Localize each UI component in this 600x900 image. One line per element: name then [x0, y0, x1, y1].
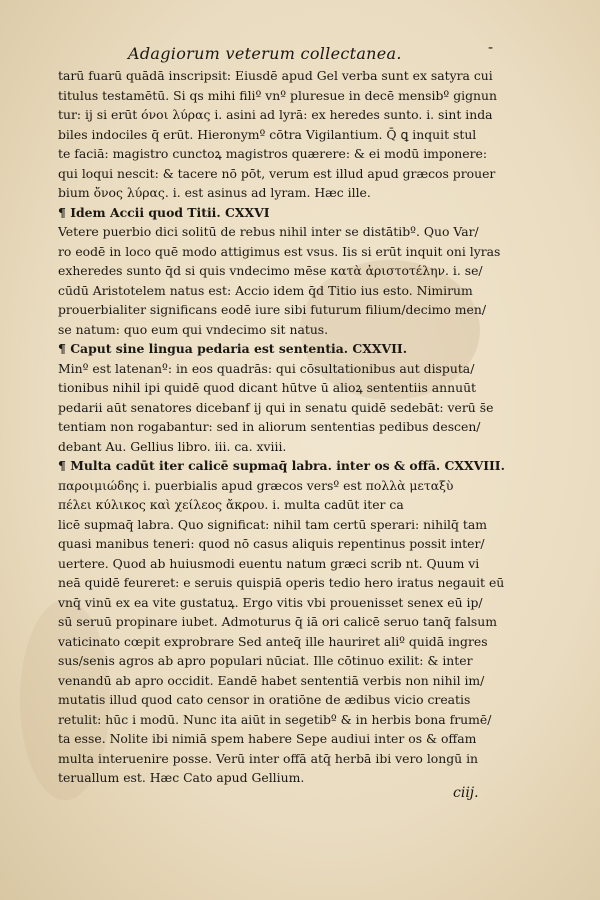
- text-line: se natum: quo eum qui vndecimo sit natus.: [58, 321, 329, 337]
- text-line: retulit: hūc i modū. Nunc ita aiūt in segetibº & in herbis bona frumē/: [58, 711, 492, 727]
- text-line: multa interuenire posse. Verū inter offā atq̄ herbā ibi vero longū in: [58, 750, 479, 766]
- text-line: ta esse. Nolite ibi nimiā spem habere Sepe audiui inter os & offam: [58, 731, 477, 746]
- text-line: uertere. Quod ab huiusmodi euentu natum græci scrib nt. Quum vi: [58, 555, 480, 571]
- text-line: te faciā: magistro cunctoꝝ magistros quærere: & ei modū imponere:: [58, 146, 488, 161]
- section-heading: ¶ Multa cadūt iter calicē supmaq̄ labra. inter os & offā. CXXVIII.: [58, 458, 505, 473]
- text-line: πέλει κύλικος καὶ χείλεος ἄκρου. i. multa cadūt iter ca: [58, 497, 404, 512]
- text-line: tentiam non rogabantur: sed in aliorum sententias pedibus descen/: [58, 419, 481, 434]
- text-line: venandū ab apro occidit. Eandē habet sententiā verbis non nihil im/: [58, 672, 485, 688]
- section-heading: ¶ Caput sine lingua pedaria est sententia. CXXVII.: [58, 341, 408, 356]
- section-heading: ¶ Idem Accii quod Titii. CXXVI: [58, 204, 270, 220]
- text-block: [58, 66, 520, 788]
- text-line: tionibus nihil ipi quidē quod dicant hūtve ū alioꝝ sententiis annuūt: [58, 380, 477, 395]
- text-line: vnq̄ vinū ex ea vite gustatuꝝ. Ergo vitis vbi prouenisset senex eū ip/: [58, 594, 483, 610]
- text-line: ro eodē in loco quē modo attigimus est vsus. Iis si erūt inquit oni lyras: [58, 243, 501, 259]
- header-mark: -: [488, 38, 494, 56]
- text-line: tur: ij si erūt όνοι λύρας i. asini ad lyrā: ex heredes sunto. i. sint inda: [58, 107, 493, 122]
- text-line: sū seruū propinare iubet. Admoturus q̄ iā ori calicē seruo tanq̄ falsum: [58, 614, 498, 629]
- text-line: neā quidē feureret: e seruis quispiā operis tedio hero iratus negauit eū: [58, 575, 505, 590]
- running-title: Adagiorum veterum collectanea.: [128, 44, 402, 63]
- text-line: debant Au. Gellius libro. iii. ca. xviii.: [58, 438, 287, 454]
- text-line: prouerbialiter significans eodē iure sibi futurum filium/decimo men/: [58, 302, 487, 317]
- text-line: vaticinato cœpit exprobrare Sed anteq̄ ille hauriret aliº quidā ingres: [58, 633, 488, 649]
- text-line: titulus testamētū. Si qs mihi filiº vnº pluresue in decē mensibº gignun: [58, 87, 497, 103]
- text-line: bium ὄνος λύρας. i. est asinus ad lyram. Hæc ille.: [58, 185, 371, 200]
- text-line: licē supmaq̄ labra. Quo significat: nihil tam certū sperari: nihilq̄ tam: [58, 516, 488, 532]
- text-line: Minº est latenanº: in eos quadrās: qui cōsultationibus aut disputa/: [58, 360, 475, 376]
- text-line: Vetere puerbio dici solitū de rebus nihil inter se distātibº. Quo Var/: [58, 224, 479, 239]
- text-line: παροιμιώδης i. puerbialis apud græcos versº est πολλὰ μεταξὺ: [58, 477, 454, 493]
- signature-mark: ciij.: [453, 785, 479, 801]
- text-line: tarū fuarū quādā inscripsit: Eiusdē apud Gel verba sunt ex satyra cui: [58, 68, 493, 83]
- text-line: quasi manibus teneri: quod nō casus aliquis repentinus possit inter/: [58, 536, 485, 551]
- text-line: pedarii aūt senatores dicebanf ij qui in senatu quidē sedebāt: verū s̄e: [58, 399, 494, 415]
- text-line: mutatis illud quod cato censor in oratiōne de ædibus vicio creatis: [58, 692, 471, 707]
- text-line: exheredes sunto q̄d si quis vndecimo mēse κατὰ ἀριστοτέλην. i. se/: [58, 263, 483, 278]
- text-line: biles indociles q̄ erūt. Hieronymº cōtra Vigilantium. Q̄ ꝗ inquit stul: [58, 126, 477, 142]
- text-line: cūdū Aristotelem natus est: Accio idem q̄d Titio ius esto. Nimirum: [58, 282, 473, 298]
- text-line: sus/senis agros ab apro populari nūciat. Ille cōtinuo exilit: & inter: [58, 653, 473, 668]
- text-line: teruallum est. Hæc Cato apud Gellium.: [58, 770, 305, 785]
- text-line: qui loqui nescit: & tacere nō pōt, verum est illud apud græcos prouer: [58, 165, 496, 181]
